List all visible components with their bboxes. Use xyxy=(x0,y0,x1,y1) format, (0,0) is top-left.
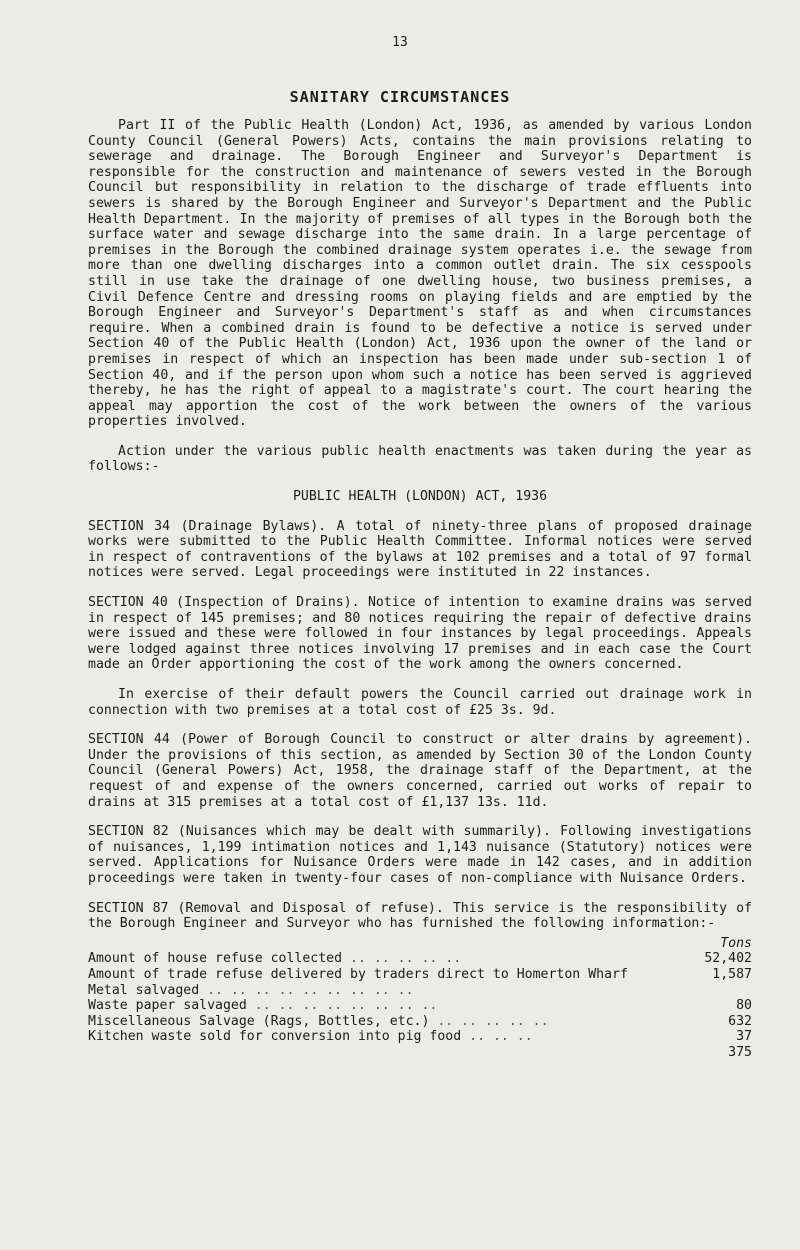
table-row xyxy=(88,951,752,967)
section-82-paragraph xyxy=(88,824,752,886)
row-value xyxy=(682,983,752,999)
section-82-text: Following investigations of nuisances, 1,199 intimation notices and 1,143 nuisance (Statutory) notices were served. Applications for Nuisance Orders were made in 142 cases, and in addition proceedings were taken in twenty-four cases of non-compliance with Nuisance Orders. xyxy=(88,824,752,886)
table-row xyxy=(88,967,752,983)
refuse-table-header xyxy=(88,936,752,952)
row-label: Waste paper salvaged xyxy=(88,998,247,1014)
leader-dots: .. .. .. .. .. xyxy=(437,1013,549,1029)
act-heading: PUBLIC HEALTH (LONDON) ACT, 1936 xyxy=(292,489,548,505)
section-87-paragraph xyxy=(88,901,752,932)
section-44-heading: SECTION 44 (Power of Borough Council to construct or alter drains by agreement). xyxy=(88,732,752,748)
section-34-text: A total of ninety-three plans of proposed drainage works were submitted to the Public Health Committee. Informal notices were served in respect of contraventions of the bylaws at 102 premises and a total of 97 formal notices were served. Legal proceedings were instituted in 22 instances. xyxy=(88,518,752,581)
leader-dots: .. .. .. xyxy=(469,1029,533,1045)
section-40-heading: SECTION 40 (Inspection of Drains). xyxy=(88,595,360,611)
leader-dots: .. .. .. .. .. xyxy=(350,951,462,967)
row-label: Miscellaneous Salvage (Rags, Bottles, etc.) xyxy=(88,1013,430,1029)
section-87-heading: SECTION 87 (Removal and Disposal of refuse). xyxy=(88,900,444,916)
section-34-heading: SECTION 34 (Drainage Bylaws). xyxy=(88,518,327,534)
table-row xyxy=(88,983,752,999)
row-value: 52,402 xyxy=(704,951,752,967)
row-label: Amount of house refuse collected xyxy=(88,951,343,967)
table-row xyxy=(88,1014,752,1030)
row-value: 375 xyxy=(728,1044,752,1060)
row-value: 37 xyxy=(736,1029,752,1045)
page-number: 13 xyxy=(392,35,408,50)
default-powers-paragraph: In exercise of their default powers the Council carried out drainage work in connection with two premises at a total cost of £25 3s. 9d. xyxy=(88,687,752,718)
table-row xyxy=(88,998,752,1014)
row-label: Metal salvaged xyxy=(88,982,200,998)
section-44-paragraph xyxy=(88,732,752,810)
leader-dots: .. .. .. .. .. .. .. .. .. xyxy=(207,982,414,998)
section-82-heading: SECTION 82 (Nuisances which may be dealt with summarily). xyxy=(88,824,551,840)
refuse-table xyxy=(88,936,752,1061)
intro-paragraph: Part II of the Public Health (London) Act, 1936, as amended by various London County Council (General Powers) Acts, contains the main provisions relating to sewerage and drainage. The Borough Engineer and Surveyor's Department is responsible for the construction and maintenance of sewers vested in the Borough Council but responsibility in relation to the discharge of trade effluents into sewers is shared by the Borough Engineer and Surveyor's Department and the Public Health Department. In the majority of premises of all types in the Borough both the surface water and sewage discharge into the same drain. In a large percentage of premises in the Borough the combined drainage system operates i.e. the sewage from more than one dwelling discharges into a common outlet drain. The six cesspools still in use take the drainage of one dwelling house, two business premises, a Civil Defence Centre and dressing rooms on playing fields and are emptied by the Borough Engineer and Surveyor's Department's staff as and when circumstances require. When a combined drain is found to be defective a notice is served under Section 40 of the Public Health (London) Act, 1936 upon the owner of the land or premises in respect of which an inspection has been made under sub-section 1 of Section 40, and if the person upon whom such a notice has been served is aggrieved thereby, he has the right of appeal to a magistrate's court. The court hearing the appeal may apportion the cost of the work between the owners of the various properties involved. xyxy=(88,118,752,430)
section-34-paragraph xyxy=(88,519,752,581)
row-label: Kitchen waste sold for conversion into pig food xyxy=(88,1029,462,1045)
row-label: Amount of trade refuse delivered by traders direct to Homerton Wharf xyxy=(88,966,628,982)
document-body xyxy=(88,118,752,1060)
refuse-unit-header: Tons xyxy=(720,935,752,951)
section-40-text: Notice of intention to examine drains was served in respect of 145 premises; and 80 notices requiring the repair of defective drains were issued and these were followed in four instances by legal proceedings. Appeals were lodged against three notices involving 17 premises and in each case the Court made an Order apportioning the cost of the work among the owners concerned. xyxy=(88,595,752,673)
row-value: 632 xyxy=(728,1013,752,1029)
row-value: 1,587 xyxy=(712,966,752,982)
action-paragraph: Action under the various public health enactments was taken during the year as follows:- xyxy=(88,443,752,475)
table-row xyxy=(88,1045,752,1061)
row-value: 80 xyxy=(736,998,752,1014)
page-title: SANITARY CIRCUMSTANCES xyxy=(289,88,511,106)
table-row xyxy=(88,1029,752,1045)
section-87-text: This service is the responsibility of the Borough Engineer and Surveyor who has furnished the following information:- xyxy=(88,900,752,932)
leader-dots: .. .. .. .. .. .. .. .. xyxy=(254,998,438,1014)
section-40-paragraph xyxy=(88,595,752,673)
section-44-text: Under the provisions of this section, as amended by Section 30 of the London County Council (General Powers) Act, 1958, the drainage staff of the Department, at the request of and expense of the owners concerned, carried out works of repair to drains at 315 premises at a total cost of £1,137 13s. 11d. xyxy=(88,747,752,810)
